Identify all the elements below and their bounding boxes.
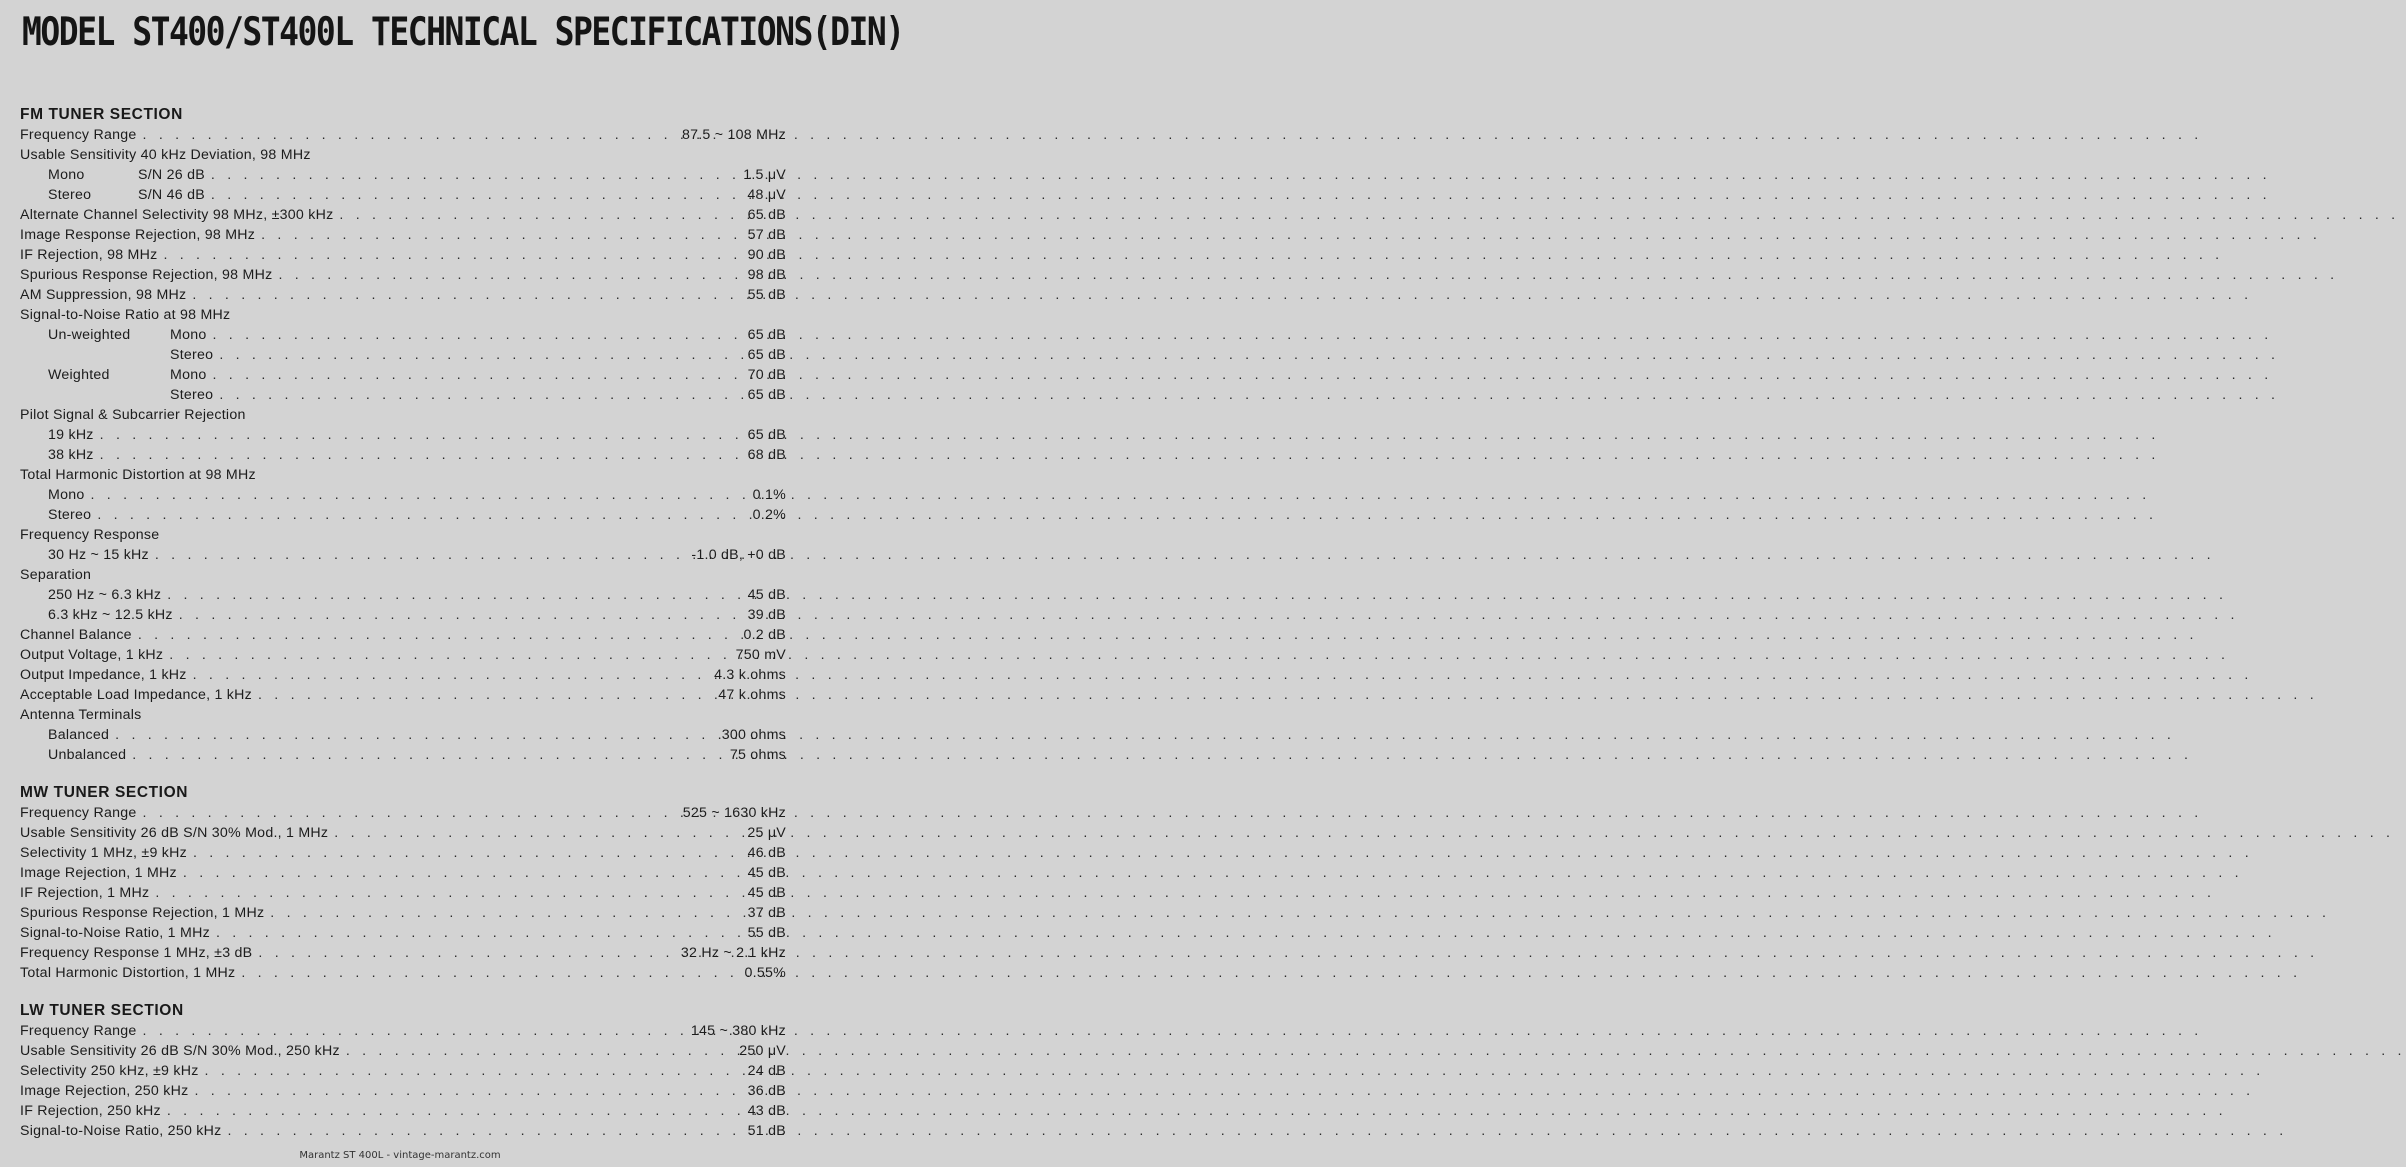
spec-value: 65 dB bbox=[747, 207, 786, 223]
spec-label: Signal-to-Noise Ratio at 98 MHz bbox=[20, 307, 231, 323]
spec-value: 46 dB bbox=[747, 845, 786, 861]
spec-value: 525 ~ 1630 kHz bbox=[682, 805, 786, 821]
spec-sublabel: Stereo bbox=[170, 387, 214, 403]
spec-value: 36 dB bbox=[747, 1083, 786, 1099]
spec-row bbox=[20, 525, 786, 545]
spec-row bbox=[20, 305, 786, 325]
spec-value: 1.5 μV bbox=[743, 167, 786, 183]
leader-dots bbox=[346, 1041, 733, 1061]
leader-dots bbox=[91, 485, 747, 505]
spec-row bbox=[20, 1061, 786, 1081]
spec-label: Frequency Range bbox=[20, 805, 137, 821]
spec-label: Unbalanced bbox=[48, 747, 127, 763]
spec-row bbox=[20, 625, 786, 645]
leader-dots bbox=[143, 803, 677, 823]
spec-sublabel: S/N 46 dB bbox=[138, 187, 205, 203]
section-heading: LW TUNER SECTION bbox=[20, 1002, 184, 1019]
spec-value: 90 dB bbox=[747, 247, 786, 263]
spec-label: Usable Sensitivity 26 dB S/N 30% Mod., 250 kHz bbox=[20, 1043, 340, 1059]
spec-label: Pilot Signal & Subcarrier Rejection bbox=[20, 407, 246, 423]
spec-value: 57 dB bbox=[747, 227, 786, 243]
spec-sublabel: Mono bbox=[170, 367, 207, 383]
spec-value: 87.5 ~ 108 MHz bbox=[681, 127, 786, 143]
leader-dots bbox=[138, 625, 738, 645]
leader-dots bbox=[143, 1021, 685, 1041]
spec-row bbox=[20, 685, 786, 705]
leader-dots bbox=[219, 385, 741, 405]
spec-row bbox=[20, 465, 786, 485]
page-title: MODEL ST400/ST400L TECHNICAL SPECIFICATIONS(DIN) bbox=[22, 8, 904, 55]
leader-dots bbox=[193, 665, 708, 685]
spec-label: Un-weighted bbox=[48, 327, 131, 343]
spec-label: Stereo bbox=[48, 187, 92, 203]
spec-label: Image Rejection, 1 MHz bbox=[20, 865, 177, 881]
spec-label: 19 kHz bbox=[48, 427, 94, 443]
spec-value: 45 dB bbox=[747, 587, 786, 603]
leader-dots bbox=[213, 365, 742, 385]
leader-dots bbox=[205, 1061, 742, 1081]
spec-value: 0.1% bbox=[752, 487, 786, 503]
leader-dots bbox=[216, 923, 742, 943]
spec-row bbox=[20, 943, 786, 963]
spec-label: Antenna Terminals bbox=[20, 707, 142, 723]
spec-label: Frequency Response bbox=[20, 527, 160, 543]
spec-label: Image Response Rejection, 98 MHz bbox=[20, 227, 256, 243]
spec-value: 51 dB bbox=[747, 1123, 786, 1139]
spec-value: 43 dB bbox=[747, 1103, 786, 1119]
spec-value: 48 μV bbox=[747, 187, 786, 203]
spec-sublabel: S/N 26 dB bbox=[138, 167, 205, 183]
spec-row bbox=[20, 1021, 786, 1041]
leader-dots bbox=[213, 325, 742, 345]
leader-dots bbox=[211, 185, 741, 205]
leader-dots bbox=[270, 903, 741, 923]
spec-row bbox=[20, 1101, 786, 1121]
spec-row bbox=[20, 505, 786, 525]
spec-row bbox=[20, 803, 786, 823]
leader-dots bbox=[100, 445, 742, 465]
leader-dots bbox=[211, 165, 737, 185]
spec-label: Spurious Response Rejection, 1 MHz bbox=[20, 905, 265, 921]
spec-value: 55 dB bbox=[747, 925, 786, 941]
spec-row bbox=[20, 365, 786, 385]
leader-dots bbox=[193, 843, 742, 863]
leader-dots bbox=[132, 745, 724, 765]
lw-tuner-section bbox=[20, 1001, 786, 1141]
spec-label: IF Rejection, 98 MHz bbox=[20, 247, 158, 263]
spec-value: 98 dB bbox=[747, 267, 786, 283]
leader-dots bbox=[100, 425, 742, 445]
spec-label: 30 Hz ~ 15 kHz bbox=[48, 547, 149, 563]
leader-dots bbox=[183, 863, 742, 883]
fm-tuner-section bbox=[20, 105, 786, 765]
spec-value: 75 ohms bbox=[729, 747, 786, 763]
spec-label: 38 kHz bbox=[48, 447, 94, 463]
spec-value: 68 dB bbox=[747, 447, 786, 463]
spec-row bbox=[20, 725, 786, 745]
spec-value: 55 dB bbox=[747, 287, 786, 303]
leader-dots bbox=[219, 345, 741, 365]
spec-label: Selectivity 1 MHz, ±9 kHz bbox=[20, 845, 187, 861]
spec-value: 47 k ohms bbox=[718, 687, 786, 703]
spec-label: Frequency Response 1 MHz, ±3 dB bbox=[20, 945, 253, 961]
leader-dots bbox=[167, 585, 741, 605]
spec-label: Signal-to-Noise Ratio, 250 kHz bbox=[20, 1123, 222, 1139]
spec-row bbox=[20, 565, 786, 585]
spec-row bbox=[20, 883, 786, 903]
leader-dots bbox=[241, 963, 738, 983]
leader-dots bbox=[339, 205, 741, 225]
spec-row bbox=[20, 605, 786, 625]
spec-row bbox=[20, 345, 786, 365]
leader-dots bbox=[155, 545, 686, 565]
spec-label: Balanced bbox=[48, 727, 110, 743]
spec-row bbox=[20, 843, 786, 863]
spec-value: 25 μV bbox=[747, 825, 786, 841]
spec-row bbox=[20, 205, 786, 225]
spec-row bbox=[20, 923, 786, 943]
spec-value: 45 dB bbox=[747, 885, 786, 901]
spec-row bbox=[20, 705, 786, 725]
spec-value: 65 dB bbox=[747, 347, 786, 363]
spec-row bbox=[20, 645, 786, 665]
leader-dots bbox=[115, 725, 716, 745]
spec-label: Total Harmonic Distortion, 1 MHz bbox=[20, 965, 236, 981]
spec-label: Total Harmonic Distortion at 98 MHz bbox=[20, 467, 256, 483]
spec-row bbox=[20, 285, 786, 305]
spec-sublabel: Mono bbox=[170, 327, 207, 343]
spec-label: Usable Sensitivity 40 kHz Deviation, 98 MHz bbox=[20, 147, 311, 163]
leader-dots bbox=[97, 505, 746, 525]
spec-value: 39 dB bbox=[747, 607, 786, 623]
spec-row bbox=[20, 225, 786, 245]
leader-dots bbox=[258, 943, 675, 963]
spec-label: Channel Balance bbox=[20, 627, 132, 643]
leader-dots bbox=[192, 285, 741, 305]
spec-row bbox=[20, 145, 786, 165]
spec-row bbox=[20, 863, 786, 883]
spec-label: Output Impedance, 1 kHz bbox=[20, 667, 187, 683]
spec-row bbox=[20, 1081, 786, 1101]
spec-label: Stereo bbox=[48, 507, 92, 523]
spec-row bbox=[20, 405, 786, 425]
leader-dots bbox=[155, 883, 741, 903]
spec-label: Acceptable Load Impedance, 1 kHz bbox=[20, 687, 252, 703]
spec-label: Alternate Channel Selectivity 98 MHz, ±300 kHz bbox=[20, 207, 334, 223]
spec-value: 0.55% bbox=[744, 965, 786, 981]
spec-value: 145 ~ 380 kHz bbox=[690, 1023, 786, 1039]
spec-label: Weighted bbox=[48, 367, 110, 383]
spec-row bbox=[20, 185, 786, 205]
leader-dots bbox=[227, 1121, 741, 1141]
leader-dots bbox=[258, 685, 712, 705]
spec-sublabel: Stereo bbox=[170, 347, 214, 363]
spec-value: 65 dB bbox=[747, 327, 786, 343]
spec-row bbox=[20, 425, 786, 445]
spec-value: 250 μV bbox=[739, 1043, 786, 1059]
spec-label: Frequency Range bbox=[20, 127, 137, 143]
spec-value: 750 mV bbox=[735, 647, 786, 663]
spec-row bbox=[20, 665, 786, 685]
leader-dots bbox=[334, 823, 741, 843]
spec-value: 300 ohms bbox=[721, 727, 786, 743]
spec-label: AM Suppression, 98 MHz bbox=[20, 287, 187, 303]
spec-row bbox=[20, 1121, 786, 1141]
spec-row bbox=[20, 265, 786, 285]
spec-value: 65 dB bbox=[747, 387, 786, 403]
leader-dots bbox=[194, 1081, 741, 1101]
mw-tuner-section bbox=[20, 783, 786, 983]
spec-row bbox=[20, 125, 786, 145]
spec-value: 4.3 k ohms bbox=[714, 667, 786, 683]
spec-value: 37 dB bbox=[747, 905, 786, 921]
spec-row bbox=[20, 445, 786, 465]
spec-label: Mono bbox=[48, 487, 85, 503]
spec-label: Signal-to-Noise Ratio, 1 MHz bbox=[20, 925, 210, 941]
spec-row bbox=[20, 485, 786, 505]
spec-label: IF Rejection, 1 MHz bbox=[20, 885, 150, 901]
footer-credit: Marantz ST 400L - vintage-marantz.com bbox=[299, 1150, 501, 1161]
leader-dots bbox=[278, 265, 741, 285]
spec-value: 70 dB bbox=[747, 367, 786, 383]
spec-value: 0.2% bbox=[752, 507, 786, 523]
spec-value: 32 Hz ~ 2.1 kHz bbox=[680, 945, 786, 961]
spec-value: 0.2 dB bbox=[743, 627, 786, 643]
leader-dots bbox=[163, 245, 741, 265]
spec-label: Output Voltage, 1 kHz bbox=[20, 647, 164, 663]
spec-label: Usable Sensitivity 26 dB S/N 30% Mod., 1 MHz bbox=[20, 825, 329, 841]
spec-label: Image Rejection, 250 kHz bbox=[20, 1083, 189, 1099]
spec-row bbox=[20, 1041, 786, 1061]
leader-dots bbox=[169, 645, 729, 665]
spec-row bbox=[20, 385, 786, 405]
leader-dots bbox=[261, 225, 742, 245]
spec-row bbox=[20, 325, 786, 345]
section-heading: FM TUNER SECTION bbox=[20, 106, 183, 123]
spec-row bbox=[20, 245, 786, 265]
spec-row bbox=[20, 745, 786, 765]
spec-label: Separation bbox=[20, 567, 92, 583]
spec-label: IF Rejection, 250 kHz bbox=[20, 1103, 161, 1119]
spec-value: -1.0 dB, +0 dB bbox=[691, 547, 786, 563]
spec-label: Selectivity 250 kHz, ±9 kHz bbox=[20, 1063, 199, 1079]
leader-dots bbox=[143, 125, 676, 145]
leader-dots bbox=[167, 1101, 742, 1121]
spec-label: 250 Hz ~ 6.3 kHz bbox=[48, 587, 162, 603]
spec-label: 6.3 kHz ~ 12.5 kHz bbox=[48, 607, 173, 623]
spec-value: 24 dB bbox=[747, 1063, 786, 1079]
spec-row bbox=[20, 545, 786, 565]
spec-label: Spurious Response Rejection, 98 MHz bbox=[20, 267, 273, 283]
spec-row bbox=[20, 165, 786, 185]
section-heading: MW TUNER SECTION bbox=[20, 784, 189, 801]
spec-value: 65 dB bbox=[747, 427, 786, 443]
spec-row bbox=[20, 823, 786, 843]
spec-value: 45 dB bbox=[747, 865, 786, 881]
spec-label: Frequency Range bbox=[20, 1023, 137, 1039]
spec-row bbox=[20, 585, 786, 605]
spec-label: Mono bbox=[48, 167, 85, 183]
spec-row bbox=[20, 963, 786, 983]
spec-row bbox=[20, 903, 786, 923]
leader-dots bbox=[179, 605, 742, 625]
